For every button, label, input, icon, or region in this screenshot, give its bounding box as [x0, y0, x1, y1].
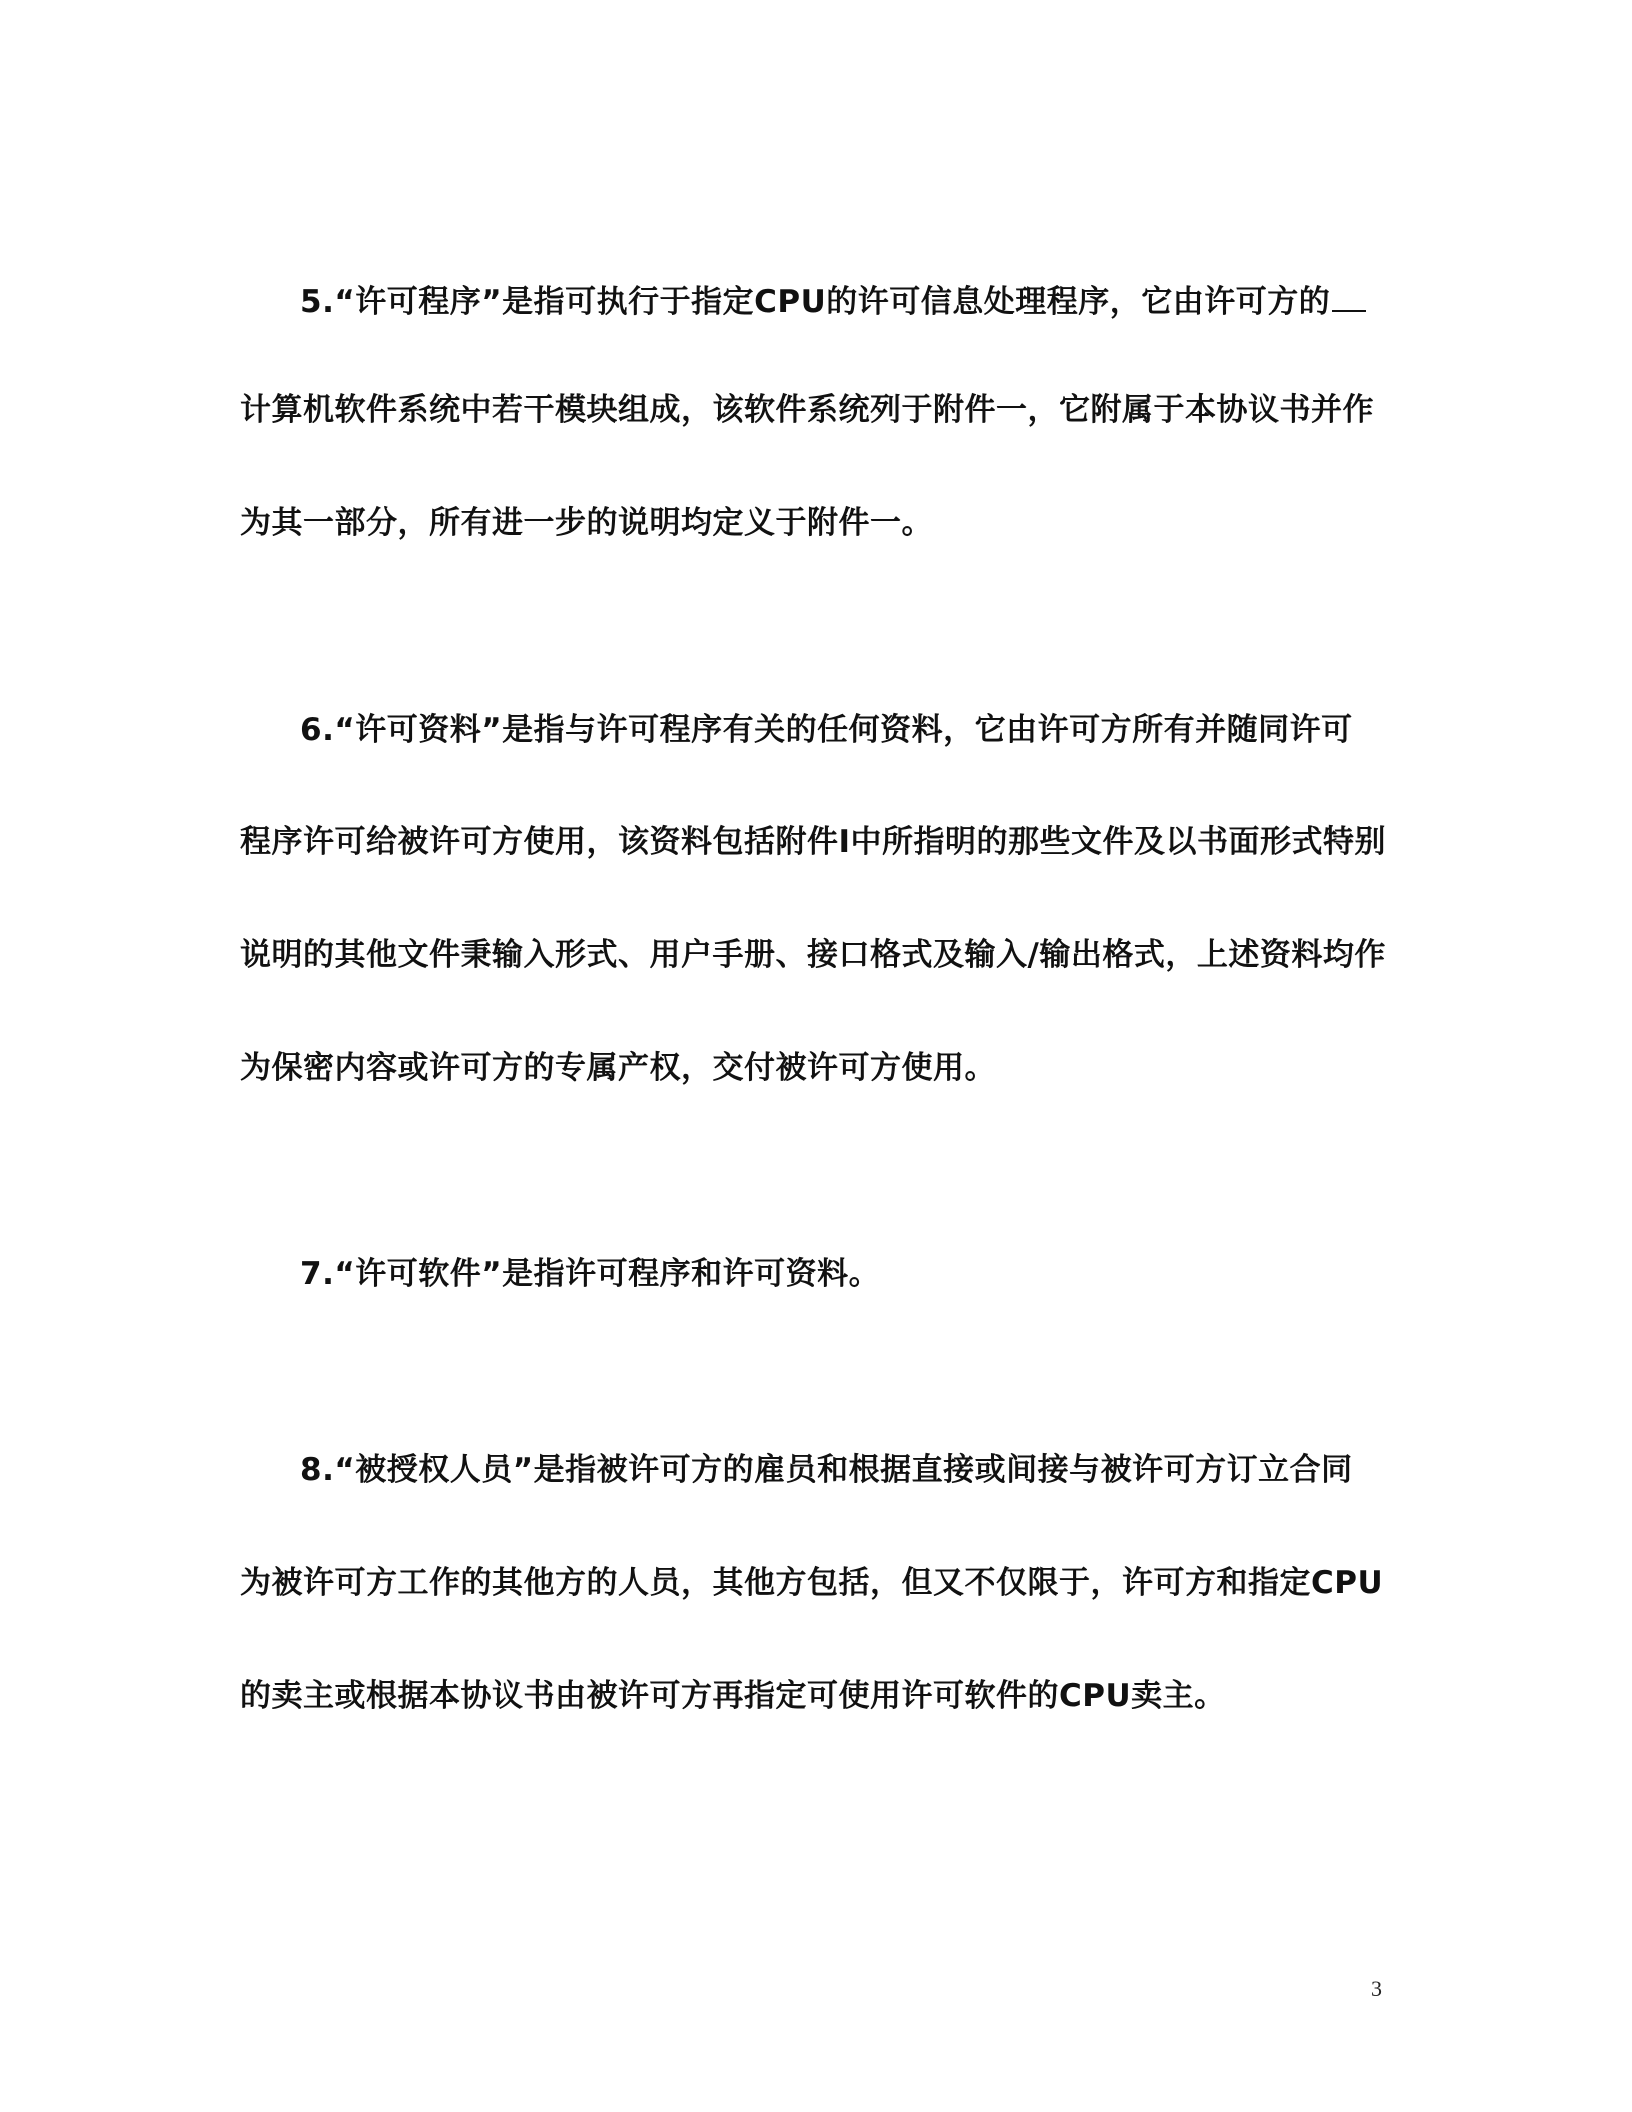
clause-6-line-4: 为保密内容或许可方的专属产权，交付被许可方使用。 [240, 1050, 996, 1086]
clause-5-line-2: 计算机软件系统中若干模块组成，该软件系统列于附件一，它附属于本协议书并作 [240, 392, 1374, 428]
fill-in-blank [1332, 282, 1366, 312]
page-number: 3 [1371, 1976, 1382, 2001]
clause-8-line-2: 为被许可方工作的其他方的人员，其他方包括，但又不仅限于，许可方和指定CPU [240, 1565, 1384, 1601]
clause-5-line-3: 为其一部分，所有进一步的说明均定义于附件一。 [240, 505, 933, 541]
clause-5-line-1-text: 5.“许可程序”是指可执行于指定CPU的许可信息处理程序，它由许可方的 [300, 284, 1331, 320]
clause-8-line-1: 8.“被授权人员”是指被许可方的雇员和根据直接或间接与被许可方订立合同 [300, 1452, 1353, 1488]
clause-6-line-2: 程序许可给被许可方使用，该资料包括附件I中所指明的那些文件及以书面形式特别 [240, 824, 1387, 860]
clause-6-line-3: 说明的其他文件秉输入形式、用户手册、接口格式及输入/输出格式，上述资料均作 [240, 937, 1386, 973]
clause-6-line-1: 6.“许可资料”是指与许可程序有关的任何资料，它由许可方所有并随同许可 [300, 712, 1353, 748]
clause-7-line-1: 7.“许可软件”是指许可程序和许可资料。 [300, 1256, 881, 1292]
clause-5-line-1 [300, 282, 1382, 322]
clause-8-line-3: 的卖主或根据本协议书由被许可方再指定可使用许可软件的CPU卖主。 [240, 1678, 1226, 1714]
